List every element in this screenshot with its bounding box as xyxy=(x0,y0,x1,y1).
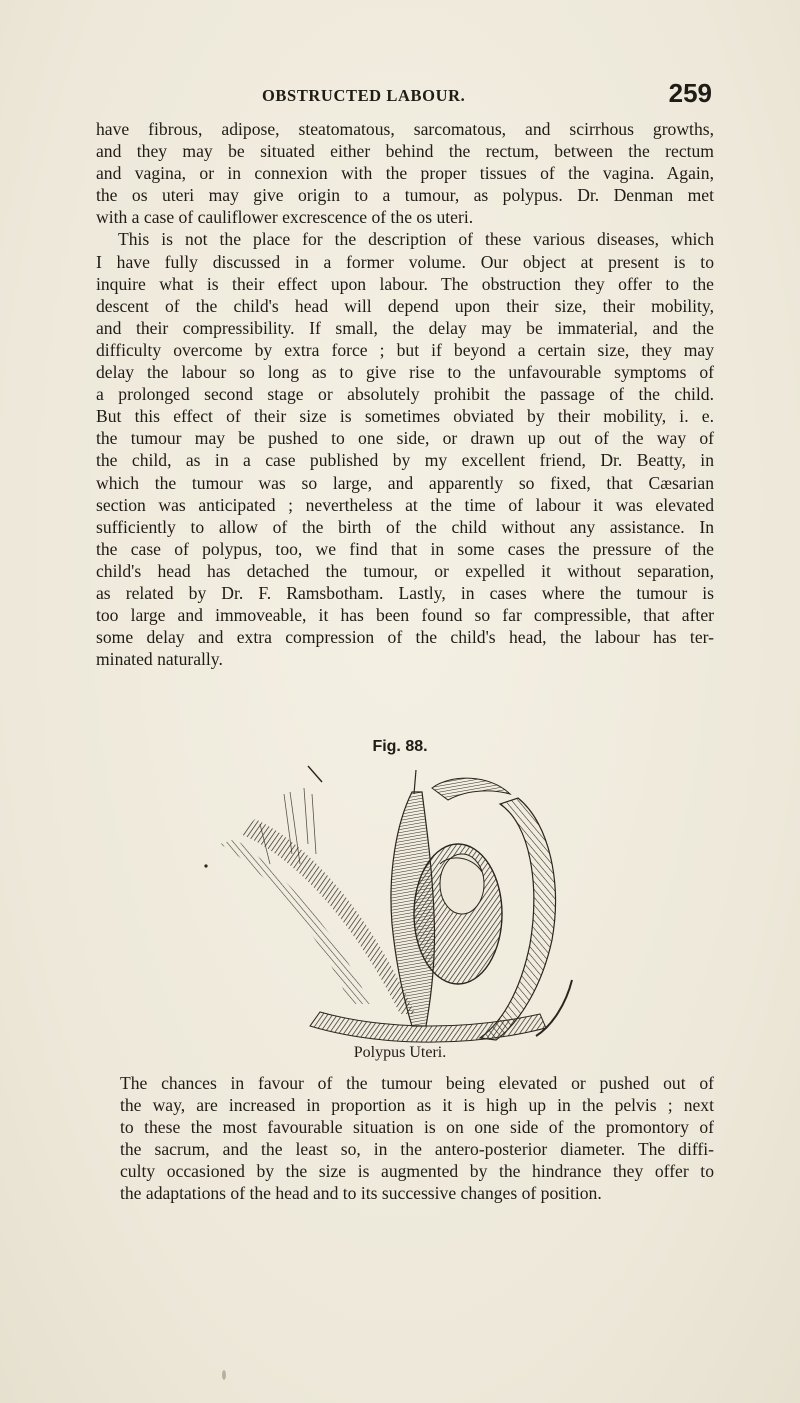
text-line: the adaptations of the head and to its successive changes of position. xyxy=(120,1183,602,1204)
text-line: This is not the place for the description of these various diseases, which xyxy=(118,229,714,250)
text-line: But this effect of their size is sometimes obviated by their mobility, i. e. xyxy=(96,406,714,427)
text-line: descent of the child's head will depend upon their size, their mobility, xyxy=(96,295,714,316)
text-line: as related by Dr. F. Ramsbotham. Lastly, in cases where the tumour is xyxy=(96,582,714,603)
text-line: and they may be situated either behind the rectum, between the rectum xyxy=(96,141,714,162)
paragraph-2 xyxy=(96,1072,714,1205)
text-line: and their compressibility. If small, the delay may be immaterial, and the xyxy=(96,317,714,338)
text-line: the case of polypus, too, we find that in some cases the pressure of the xyxy=(96,538,714,559)
text-line: the way, are increased in proportion as it is high up in the pelvis ; next xyxy=(120,1095,714,1116)
text-line: which the tumour was so large, and apparently so fixed, that Cæsarian xyxy=(96,472,714,493)
text-line: I have fully discussed in a former volume. Our object at present is to xyxy=(96,251,714,272)
text-line: culty occasioned by the size is augmented by the hindrance they offer to xyxy=(120,1161,714,1182)
text-line: child's head has detached the tumour, or expelled it without separation, xyxy=(96,560,714,581)
page-number: 259 xyxy=(668,78,712,108)
figure-caption: Polypus Uteri. xyxy=(353,1044,447,1061)
text-line: a prolonged second stage or absolutely prohibit the passage of the child. xyxy=(96,384,714,405)
text-line: too large and immoveable, it has been found so far compressible, that after xyxy=(96,605,714,626)
text-line: to these the most favourable situation is on one side of the promontory of xyxy=(120,1117,714,1138)
text-line: sufficiently to allow of the birth of the child without any assistance. In xyxy=(96,516,714,537)
polypus-uteri-illustration xyxy=(200,764,620,1044)
text-line: section was anticipated ; nevertheless at the time of labour it was elevated xyxy=(96,494,714,515)
text-line: have fibrous, adipose, steatomatous, sarcomatous, and scirrhous growths, xyxy=(96,119,714,139)
text-line: inquire what is their effect upon labour. The obstruction they offer to the xyxy=(96,273,714,294)
text-line: difficulty overcome by extra force ; but if beyond a certain size, they may xyxy=(96,339,714,360)
text-line: the tumour may be pushed to one side, or drawn up out of the way of xyxy=(96,428,714,449)
page-header xyxy=(262,78,712,118)
text-line: The chances in favour of the tumour being elevated or pushed out of xyxy=(120,1073,714,1093)
figure-label: Fig. 88. xyxy=(372,738,428,755)
text-line: and vagina, or in connexion with the proper tissues of the vagina. Again, xyxy=(96,163,714,184)
text-line: minated naturally. xyxy=(96,649,223,670)
text-line: with a case of cauliflower excrescence of the os uteri. xyxy=(96,207,474,228)
paragraph-1 xyxy=(96,118,714,670)
text-line: the os uteri may give origin to a tumour, as polypus. Dr. Denman met xyxy=(96,185,714,206)
running-title: OBSTRUCTED LABOUR. xyxy=(262,86,466,105)
text-line: the sacrum, and the least so, in the antero-posterior diameter. The diffi- xyxy=(120,1139,714,1160)
text-line: delay the labour so long as to give rise to the unfavourable symptoms of xyxy=(96,362,714,383)
text-line: some delay and extra compression of the child's head, the labour has ter- xyxy=(96,627,714,648)
paper-stain xyxy=(222,1370,226,1380)
text-line: the child, as in a case published by my excellent friend, Dr. Beatty, in xyxy=(96,450,714,471)
